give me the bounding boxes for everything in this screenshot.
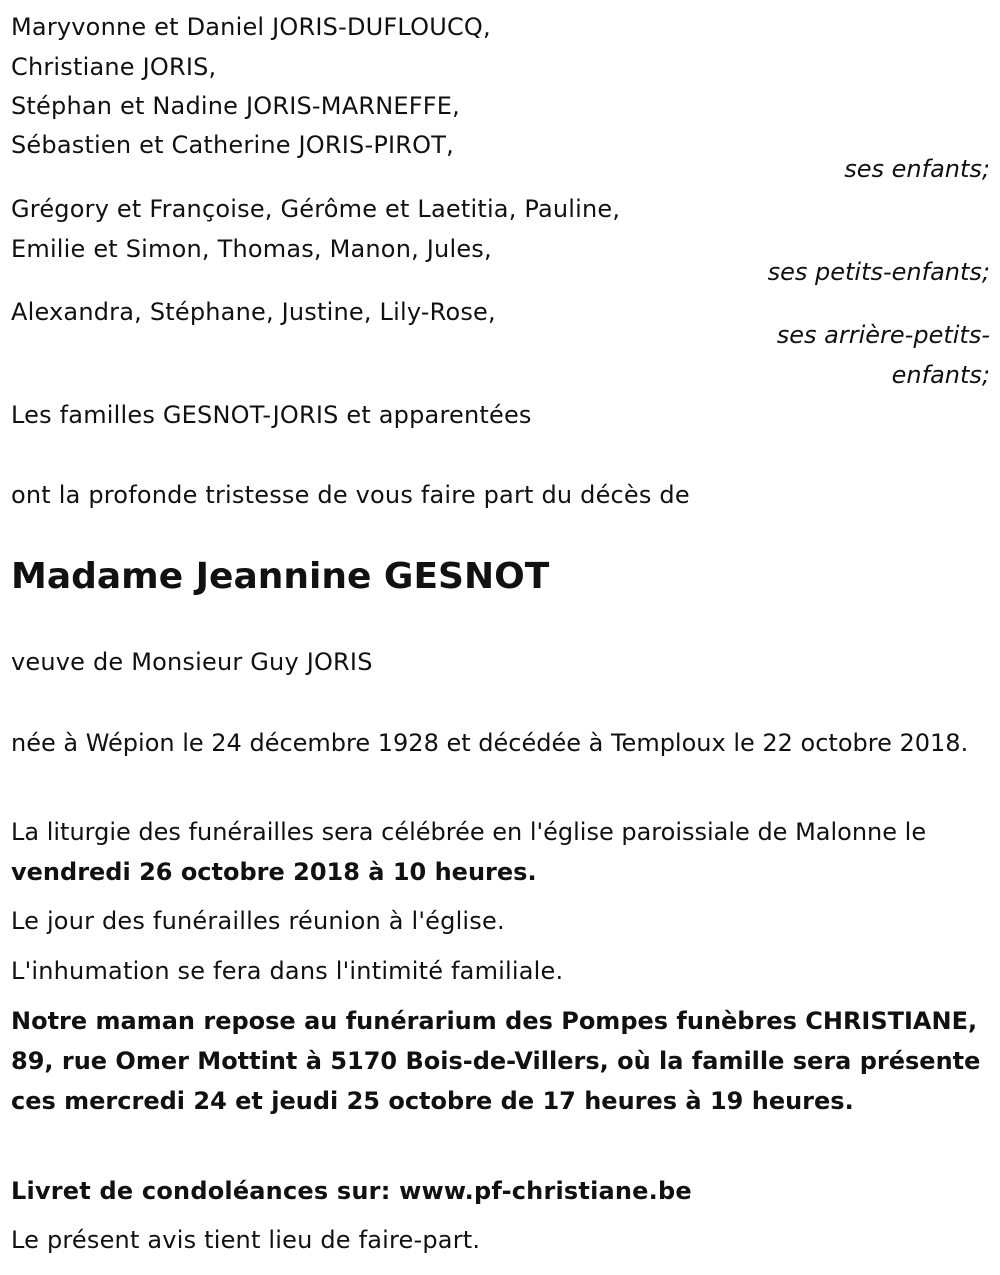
liturgy-date: vendredi 26 octobre 2018 à 10 heures. <box>11 858 537 886</box>
widow-line: veuve de Monsieur Guy JORIS <box>11 648 373 676</box>
liturgy-text <box>11 812 991 892</box>
great-grandchildren-role-line-1: ses arrière-petits- <box>776 321 990 349</box>
deceased-name: Madame Jeannine GESNOT <box>11 556 550 597</box>
great-grandchildren-role-line-2: enfants; <box>891 361 990 389</box>
grandchildren-line-2: Emilie et Simon, Thomas, Manon, Jules, <box>11 235 492 263</box>
families-line: Les familles GESNOT-JORIS et apparentées <box>11 401 532 429</box>
notice-text: Le présent avis tient lieu de faire-part. <box>11 1226 481 1254</box>
child-line-2: Christiane JORIS, <box>11 53 217 81</box>
grandchildren-role: ses petits-enfants; <box>767 258 990 286</box>
condolences-text: Livret de condoléances sur: www.pf-christiane.be <box>11 1177 692 1205</box>
funerarium-text: Notre maman repose au funérarium des Pompes funèbres CHRISTIANE, 89, rue Omer Mottint à 5170 Bois-de-Villers, où la famille sera présente ces mercredi 24 et jeudi 25 octobre de 17 heures à 19 heures. <box>11 1007 981 1115</box>
child-line-1: Maryvonne et Daniel JORIS-DUFLOUCQ, <box>11 13 491 41</box>
child-line-3: Stéphan et Nadine JORIS-MARNEFFE, <box>11 92 460 120</box>
child-line-4: Sébastien et Catherine JORIS-PIROT, <box>11 131 454 159</box>
great-grandchildren-line: Alexandra, Stéphane, Justine, Lily-Rose, <box>11 298 496 326</box>
meeting-text: Le jour des funérailles réunion à l'église. <box>11 907 505 935</box>
grandchildren-line-1: Grégory et Françoise, Gérôme et Laetitia, Pauline, <box>11 195 621 223</box>
birth-death-text: née à Wépion le 24 décembre 1928 et décédée à Temploux le 22 octobre 2018. <box>11 729 969 757</box>
children-role: ses enfants; <box>844 155 990 183</box>
announcement-intro: ont la profonde tristesse de vous faire part du décès de <box>11 481 690 509</box>
liturgy-prefix: La liturgie des funérailles sera célébrée en l'église paroissiale de Malonne le <box>11 818 927 846</box>
burial-text: L'inhumation se fera dans l'intimité familiale. <box>11 957 564 985</box>
